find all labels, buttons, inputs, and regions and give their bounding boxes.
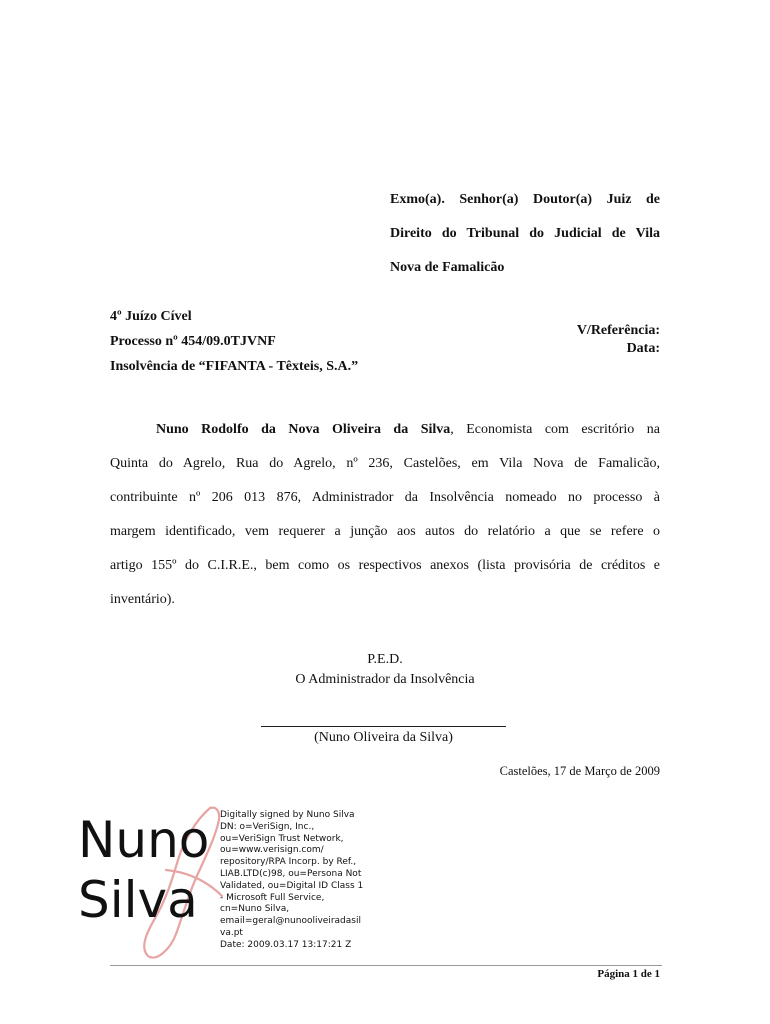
footer-divider	[110, 965, 662, 966]
signature-name-first: Nuno	[78, 811, 210, 869]
signature-detail-line: email=geral@nunooliveiradasil	[220, 916, 361, 927]
document-date: Castelões, 17 de Março de 2009	[499, 764, 660, 778]
role-text: O Administrador da Insolvência	[295, 672, 475, 687]
body-line-text: , Economista com escritório na	[450, 422, 660, 437]
signature-detail-line: cn=Nuno Silva,	[220, 904, 290, 915]
page-number: Página 1 de 1	[597, 968, 660, 980]
ped-text: P.E.D.	[367, 652, 403, 667]
digital-signature-details	[220, 810, 365, 952]
signature-line	[261, 726, 506, 727]
court-label: 4º Juízo Cível	[110, 309, 192, 324]
body-line: margem identificado, vem requerer a junção aos autos do relatório a que se refere o	[110, 524, 660, 539]
reference-block	[577, 322, 660, 358]
body-line: inventário).	[110, 592, 175, 607]
signature-detail-line: repository/RPA Incorp. by Ref.,	[220, 857, 357, 868]
signature-name-last: Silva	[78, 871, 198, 929]
addressee-block	[390, 183, 660, 285]
body-line: contribuinte nº 206 013 876, Administrador da Insolvência nomeado no processo à	[110, 490, 660, 505]
digital-signature-name	[78, 810, 209, 930]
process-number: Processo nº 454/09.0TJVNF	[110, 334, 276, 349]
insolvency-title: Insolvência de “FIFANTA - Têxteis, S.A.”	[110, 359, 359, 374]
signature-name: (Nuno Oliveira da Silva)	[314, 730, 453, 745]
signature-detail-line: Validated, ou=Digital ID Class 1	[220, 880, 364, 891]
body-paragraph	[110, 413, 660, 617]
addressee-line: Nova de Famalicão	[390, 260, 505, 275]
body-line	[110, 413, 660, 447]
signature-detail-line: ou=www.verisign.com/	[220, 845, 324, 856]
addressee-line: Direito do Tribunal do Judicial de Vila	[390, 226, 660, 241]
addressee-line: Exmo(a). Senhor(a) Doutor(a) Juiz de	[390, 192, 660, 207]
body-line: artigo 155º do C.I.R.E., bem como os respectivos anexos (lista provisória de créditos e	[110, 558, 660, 573]
administrator-name: Nuno Rodolfo da Nova Oliveira da Silva	[156, 422, 451, 437]
body-line: Quinta do Agrelo, Rua do Agrelo, nº 236, Castelões, em Vila Nova de Famalicão,	[110, 456, 660, 471]
reference-date-label: Data:	[626, 341, 660, 356]
case-block	[110, 304, 430, 379]
signature-detail-line: - Microsoft Full Service,	[220, 892, 325, 903]
signature-detail-line: va.pt	[220, 927, 243, 938]
signature-detail-line: ou=VeriSign Trust Network,	[220, 833, 344, 844]
signature-detail-line: LIAB.LTD(c)98, ou=Persona Not	[220, 868, 362, 879]
signature-detail-line: Date: 2009.03.17 13:17:21 Z	[220, 939, 352, 950]
signature-detail-line: DN: o=VeriSign, Inc.,	[220, 821, 315, 832]
signature-detail-line: Digitally signed by Nuno Silva	[220, 810, 355, 820]
closing-block	[110, 650, 660, 690]
reference-label: V/Referência:	[576, 323, 660, 338]
